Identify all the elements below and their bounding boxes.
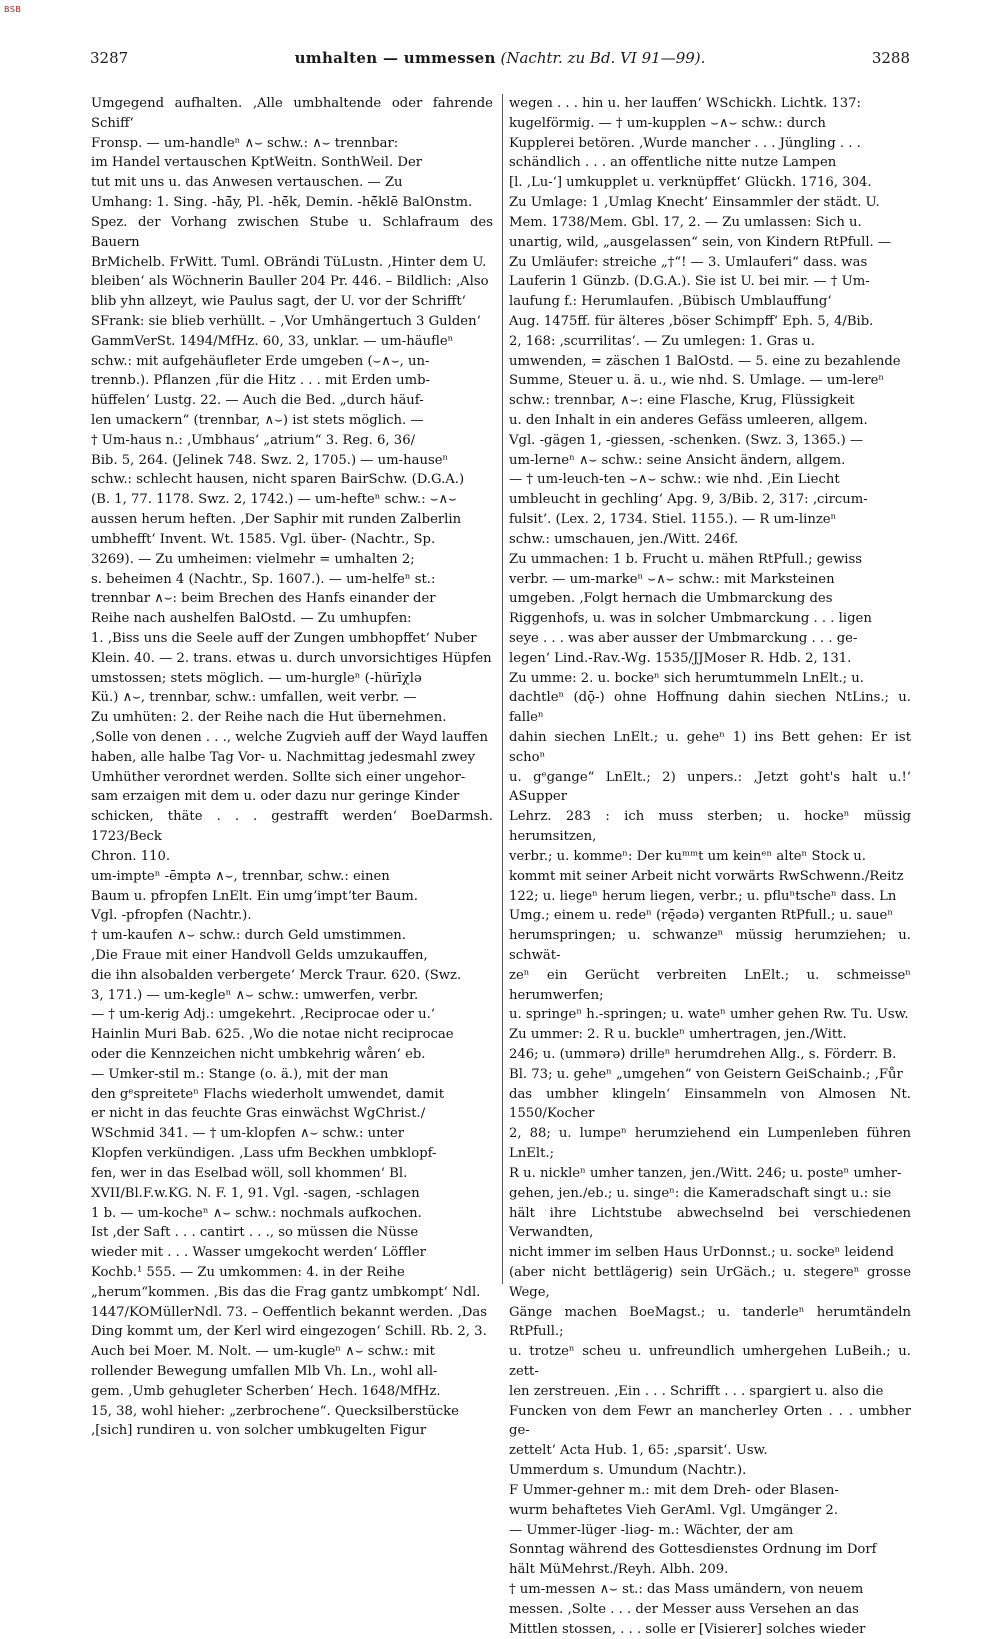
text-line: umwenden, = zäschen 1 BalOstd. — 5. eine zu bezahlende (509, 353, 901, 369)
page-header (90, 49, 910, 71)
text-line: Mittlen stossen, . . . solle er [Visierer] solches wieder (509, 1621, 866, 1637)
text-line: — † um-kerig Adj.: umgekehrt. ‚Reciprocae oder u.‘ (91, 1007, 435, 1023)
text-line: 2, 88; u. lumpeⁿ herumziehend ein Lumpenleben führen LnElt.; (509, 1126, 911, 1162)
text-line: 3, 171.) — um-kegleⁿ ∧⌣ schw.: umwerfen, verbr. (91, 987, 419, 1003)
running-title-lemma: umhalten — ummessen (294, 49, 496, 67)
text-line: Vgl. -pfropfen (Nachtr.). (91, 908, 252, 924)
text-line: † Um-haus n.: ‚Umbhaus‘ „atrium“ 3. Reg. 6, 36/ (91, 432, 416, 448)
text-line: schw.: trennbar, ∧⌣: eine Flasche, Krug, Flüssigkeit (509, 393, 855, 409)
text-line: das umbher klingeln‘ Einsammeln von Almosen Nt. 1550/Kocher (509, 1086, 911, 1122)
text-line: oder die Kennzeichen nicht umbkehrig wåren‘ eb. (91, 1047, 426, 1062)
text-line: u. trotzeⁿ scheu u. unfreundlich umhergehen LuBeih.; u. zett- (509, 1344, 911, 1379)
text-line: Zu umme: 2. u. bockeⁿ sich herumtummeln LnElt.; u. (509, 670, 864, 686)
text-line: u. springeⁿ h.-springen; u. wateⁿ umher gehen Rw. Tu. Usw. (509, 1007, 909, 1023)
running-title-note: (Nachtr. zu Bd. VI 91—99). (500, 49, 706, 67)
text-line: u. gᵉgange“ LnElt.; 2) unpers.: ‚Jetzt goht's halt u.!‘ ASupper (509, 769, 911, 805)
text-line: Kupplerei betören. ‚Wurde mancher . . . Jüngling . . . (509, 135, 861, 151)
text-line: Lehrz. 283 : ich muss sterben; u. hockeⁿ müssig herumsitzen, (509, 809, 911, 845)
text-line: 2, 168: ‚scurrilitas‘. — Zu umlegen: 1. Gras u. (509, 333, 815, 349)
text-line: Sonntag während des Gottesdienstes Ordnung im Dorf (509, 1542, 877, 1558)
text-line: len umackern“ (trennbar, ∧⌣) ist stets möglich. — (91, 413, 424, 428)
text-line: Umhang: 1. Sing. -hā̆y, Pl. -hē̆k, Demin. -hē̆klē BalOnstm. (91, 195, 473, 211)
text-line: XVII/Bl.F.w.KG. N. F. 1, 91. Vgl. -sagen, -schlagen (91, 1185, 420, 1201)
text-line: blib yhn allzeyt, wie Paulus sagt, der U. vor der Schrifft‘ (91, 294, 466, 310)
text-line: Bl. 73; u. geheⁿ „umgehen“ von Geistern GeiSchainb.; ‚Fůr (509, 1066, 903, 1082)
text-line: Umg.; einem u. redeⁿ (rę̄ədə) verganten RtPfull.; u. saueⁿ (509, 908, 894, 924)
text-line: BrMichelb. FrWitt. Tuml. OBrändi TüLustn. ‚Hinter dem U. (91, 254, 487, 270)
text-line: Summe, Steuer u. ä. u., wie nhd. S. Umlage. — um-lereⁿ (509, 373, 885, 389)
text-line: zettelt‘ Acta Hub. 1, 65: ‚sparsit‘. Usw. (509, 1443, 768, 1459)
text-line: umstossen; stets möglich. — um-hurgleⁿ (-hürīχlə (91, 670, 422, 686)
text-line: umbleucht in gechling‘ Apg. 9, 3/Bib. 2, 317: ‚circum- (509, 492, 868, 508)
text-line: † um-kaufen ∧⌣ schw.: durch Geld umstimmen. (91, 928, 406, 944)
right-column (509, 94, 911, 1639)
text-line: schw.: schlecht hausen, nicht sparen BairSchw. (D.G.A.) (91, 472, 465, 488)
text-line: Umhüther verordnet werden. Sollte sich einer ungehor- (91, 769, 466, 785)
text-line: Auch bei Moer. M. Nolt. — um-kugleⁿ ∧⌣ schw.: mit (91, 1344, 435, 1360)
text-line: 1. ‚Biss uns die Seele auff der Zungen umbhopffet‘ Nuber (91, 630, 477, 646)
text-line: wegen . . . hin u. her lauffen‘ WSchickh. Lichtk. 137: (509, 96, 861, 111)
text-line: verbr. — um-markeⁿ ⌣∧⌣ schw.: mit Marksteinen (509, 571, 835, 587)
text-line: Bib. 5, 264. (Jelinek 748. Swz. 2, 1705.) — um-hauseⁿ (91, 452, 449, 468)
text-line: s. beheimen 4 (Nachtr., Sp. 1607.). — um-helfeⁿ st.: (91, 571, 436, 587)
library-stamp: BSB (4, 5, 22, 14)
text-line: ‚Solle von denen . . ., welche Zugvieh auff der Wayd lauffen (91, 730, 488, 745)
text-line: Kü.) ∧⌣, trennbar, schw.: umfallen, weit verbr. — (91, 690, 417, 706)
text-line: zeⁿ ein Gerücht verbreiten LnElt.; u. schmeisseⁿ herumwerfen; (509, 967, 911, 1003)
text-line: Spez. der Vorhang zwischen Stube u. Schlafraum des Bauern (91, 214, 493, 250)
text-line: hüffelen‘ Lustg. 22. — Auch die Bed. „durch häuf- (91, 393, 424, 409)
text-line: Vgl. -gägen 1, -giessen, -schenken. (Swz. 3, 1365.) — (509, 432, 864, 448)
text-line: rollender Bewegung umfallen Mlb Vh. Ln., wohl all- (91, 1364, 438, 1379)
text-line: F Ummer-gehner m.: mit dem Dreh- oder Blasen- (509, 1482, 839, 1498)
text-line: Gänge machen BoeMagst.; u. tanderleⁿ herumtändeln RtPfull.; (509, 1304, 911, 1340)
text-line: bleiben‘ als Wöchnerin Bauller 204 Pr. 446. – Bildlich: ‚Also (91, 274, 489, 290)
text-line: schicken, thäte . . . gestrafft werden‘ BoeDarmsh. 1723/Beck (91, 809, 493, 845)
text-line: nicht immer im selben Haus UrDonnst.; u. sockeⁿ leidend (509, 1245, 894, 1261)
text-line: messen. ‚Solte . . . der Messer auss Versehen an das (509, 1601, 859, 1617)
text-line: (aber nicht bettlägerig) sein UrGäch.; u. stegereⁿ grosse Wege, (509, 1264, 911, 1300)
left-column (91, 94, 493, 1441)
text-line: haben, alle halbe Tag Vor- u. Nachmittag jedesmahl zwey (91, 749, 475, 765)
text-line: Zu umhüten: 2. der Reihe nach die Hut übernehmen. (91, 710, 447, 726)
text-line: 1447/KOMüllerNdl. 73. – Oeffentlich bekannt werden. ‚Das (91, 1304, 487, 1320)
text-line: [l. ‚Lu-‘] umkupplet u. verknüpffet‘ Glückh. 1716, 304. (509, 175, 872, 191)
column-divider (502, 94, 503, 1284)
text-line: 246; u. (ummərə) drilleⁿ herumdrehen Allg., s. Förderr. B. (509, 1047, 897, 1062)
text-line: unartig, wild, „ausgelassen“ sein, von Kindern RtPfull. — (509, 234, 892, 250)
text-line: hält ihre Lichtstube abwechselnd bei verschiedenen Verwandten, (509, 1205, 911, 1241)
text-line: wieder mit . . . Wasser umgekocht werden‘ Löffler (91, 1245, 426, 1261)
text-line: GammVerSt. 1494/MfHz. 60, 33, unklar. — um-häufleⁿ (91, 333, 454, 349)
text-line: die ihn alsobalden verbergete‘ Merck Traur. 620. (Swz. (91, 967, 462, 983)
text-line: u. den Inhalt in ein anderes Gefäss umleeren, allgem. (509, 413, 868, 428)
text-line: R u. nickleⁿ umher tanzen, jen./Witt. 246; u. posteⁿ umher- (509, 1165, 902, 1181)
text-line: seye . . . was aber ausser der Umbmarckung . . . ge- (509, 630, 858, 646)
text-line: (B. 1, 77. 1178. Swz. 2, 1742.) — um-hefteⁿ schw.: ⌣∧⌣ (91, 492, 457, 508)
text-line: len zerstreuen. ‚Ein . . . Schrifft . . . spargiert u. also die (509, 1383, 884, 1399)
text-line: Umgegend aufhalten. ‚Alle umbhaltende oder fahrende Schiff‘ (91, 96, 493, 131)
text-line: legen‘ Lind.-Rav.-Wg. 1535/JJMoser R. Hdb. 2, 131. (509, 650, 852, 666)
text-line: schw.: mit aufgehäufleter Erde umgeben (⌣∧⌣, un- (91, 353, 430, 369)
text-line: Klein. 40. — 2. trans. etwas u. durch unvorsichtiges Hüpfen (91, 650, 492, 666)
text-line: — Ummer-lüger -liəg- m.: Wächter, der am (509, 1522, 794, 1538)
page-number-right: 3288 (871, 49, 910, 67)
text-line: Riggenhofs, u. was in solcher Umbmarckung . . . ligen (509, 611, 872, 627)
text-line: trennbar ∧⌣: beim Brechen des Hanfs einander der (91, 591, 436, 607)
text-line: laufung f.: Herumlaufen. ‚Bübisch Umblauffung‘ (509, 294, 832, 310)
text-line: kommt mit seiner Arbeit nicht vorwärts RwSchwenn./Reitz (509, 868, 904, 884)
text-line: „herum“kommen. ‚Bis das die Frag gantz umbkompt‘ Ndl. (91, 1284, 481, 1300)
text-line: 15, 38, wohl hieher: „zerbrochene“. Quecksilberstücke (91, 1403, 459, 1419)
text-line: SFrank: sie blieb verhüllt. – ‚Vor Umhängertuch 3 Gulden‘ (91, 313, 481, 329)
text-line: Reihe nach aushelfen BalOstd. — Zu umhupfen: (91, 611, 412, 627)
text-line: Funcken von dem Fewr an mancherley Orten . . . umbher ge- (509, 1403, 911, 1439)
text-line: Ding kommt um, der Kerl wird eingezogen‘ Schill. Rb. 2, 3. (91, 1324, 487, 1340)
text-line: — Umker-stil m.: Stange (o. ä.), mit der man (91, 1066, 389, 1082)
text-line: verbr.; u. kommeⁿ: Der kuᵐᵐt um keinᵉⁿ alteⁿ Stock u. (509, 848, 866, 864)
text-line: Hainlin Muri Bab. 625. ‚Wo die notae nicht reciprocae (91, 1027, 454, 1043)
text-line: Zu ummer: 2. R u. buckleⁿ umhertragen, jen./Witt. (509, 1027, 847, 1043)
text-line: hält MüMehrst./Reyh. Albh. 209. (509, 1562, 729, 1578)
text-line: ‚Die Fraue mit einer Handvoll Gelds umzukauffen, (91, 947, 428, 963)
text-line: Fronsp. — um-handleⁿ ∧⌣ schw.: ∧⌣ trennbar: (91, 135, 399, 151)
text-line: Aug. 1475ff. für älteres ‚böser Schimpff‘ Eph. 5, 4/Bib. (509, 313, 874, 329)
text-line: Zu ummachen: 1 b. Frucht u. mähen RtPfull.; gewiss (509, 551, 863, 567)
text-line: um-impteⁿ -ēmptə ∧⌣, trennbar, schw.: einen (91, 868, 390, 884)
text-line: kugelförmig. — † um-kupplen ⌣∧⌣ schw.: durch (509, 115, 826, 131)
text-line: Chron. 110. (91, 848, 171, 864)
text-line: 122; u. liegeⁿ herum liegen, verbr.; u. pfluⁿtscheⁿ dass. Ln (509, 888, 897, 904)
text-line: dahin siechen LnElt.; u. geheⁿ 1) ins Bett gehen: Er ist schoⁿ (509, 730, 911, 765)
text-line: — † um-leuch-ten ⌣∧⌣ schw.: wie nhd. ‚Ein Liecht (509, 472, 840, 488)
text-line: umgeben. ‚Folgt hernach die Umbmarckung des (509, 591, 833, 607)
text-line: Klopfen verkündigen. ‚Lass ufm Beckhen umbklopf- (91, 1146, 437, 1162)
text-line: trennb.). Pflanzen ‚für die Hitz . . . mit Erden umb- (91, 373, 431, 389)
text-line: Baum u. pfropfen LnElt. Ein umgʼimptʼter Baum. (91, 888, 418, 904)
text-line: sam erzaigen mit dem u. oder dazu nur geringe Kinder (91, 789, 460, 805)
text-line: um-lerneⁿ ∧⌣ schw.: seine Ansicht ändern, allgem. (509, 452, 846, 468)
text-line: Kochb.¹ 555. — Zu umkommen: 4. in der Reihe (91, 1264, 405, 1280)
text-line: tut mit uns u. das Anwesen vertauschen. — Zu (91, 175, 403, 191)
text-line: Ist ‚der Saft . . . cantirt . . ., so müssen die Nüsse (91, 1225, 419, 1241)
running-title (90, 49, 910, 67)
page-number-left: 3287 (90, 49, 129, 67)
text-line: WSchmid 341. — † um-klopfen ∧⌣ schw.: unter (91, 1126, 405, 1142)
text-line: herumspringen; u. schwanzeⁿ müssig herumziehen; u. schwät- (509, 928, 911, 963)
text-line: schändlich . . . an offentliche nitte nutze Lampen (509, 155, 837, 171)
text-line: im Handel vertauschen KptWeitn. SonthWeil. Der (91, 155, 423, 171)
text-line: wurm behaftetes Vieh GerAml. Vgl. Umgänger 2. (509, 1502, 839, 1518)
text-line: fen, wer in das Eselbad wöll, soll khommen‘ Bl. (91, 1165, 408, 1181)
text-line: gem. ‚Umb gehugleter Scherben‘ Hech. 1648/MfHz. (91, 1383, 441, 1399)
text-line: 3269). — Zu umheimen: vielmehr = umhalten 2; (91, 551, 415, 567)
text-line: schw.: umschauen, jen./Witt. 246f. (509, 531, 739, 547)
text-line: 1 b. — um-kocheⁿ ∧⌣ schw.: nochmals aufkochen. (91, 1205, 422, 1221)
text-line: † um-messen ∧⌣ st.: das Mass umändern, von neuem (509, 1581, 864, 1597)
text-line: Zu Umläufer: streiche „†“! — 3. Umlauferi“ dass. was (509, 254, 868, 270)
text-line: dachtleⁿ (dǭ-) ohne Hoffnung dahin siechen NtLins.; u. falleⁿ (509, 690, 911, 726)
text-line: Zu Umlage: 1 ‚Umlag Knecht‘ Einsammler der städt. U. (509, 195, 880, 211)
text-line: umbhefft‘ Invent. Wt. 1585. Vgl. über- (Nachtr., Sp. (91, 531, 436, 547)
text-line: den gᵉspreiteteⁿ Flachs wiederholt umwendet, damit (91, 1086, 445, 1102)
text-line: Mem. 1738/Mem. Gbl. 17, 2. — Zu umlassen: Sich u. (509, 214, 862, 230)
text-line: gehen, jen./eb.; u. singeⁿ: die Kameradschaft singt u.: sie (509, 1185, 892, 1201)
text-line: er nicht in das feuchte Gras einwächst WgChrist./ (91, 1106, 426, 1122)
text-line: fulsit‘. (Lex. 2, 1734. Stiel. 1155.). — R um-linzeⁿ (509, 512, 837, 528)
text-line: ‚[sich] rundiren u. von solcher umbkugelten Figur (91, 1423, 427, 1439)
text-line: aussen herum heften. ‚Der Saphir mit runden Zalberlin (91, 512, 462, 528)
text-line: Ummerdum s. Umundum (Nachtr.). (509, 1463, 747, 1479)
text-line: Lauferin 1 Günzb. (D.G.A.). Sie ist U. bei mir. — † Um- (509, 274, 870, 290)
